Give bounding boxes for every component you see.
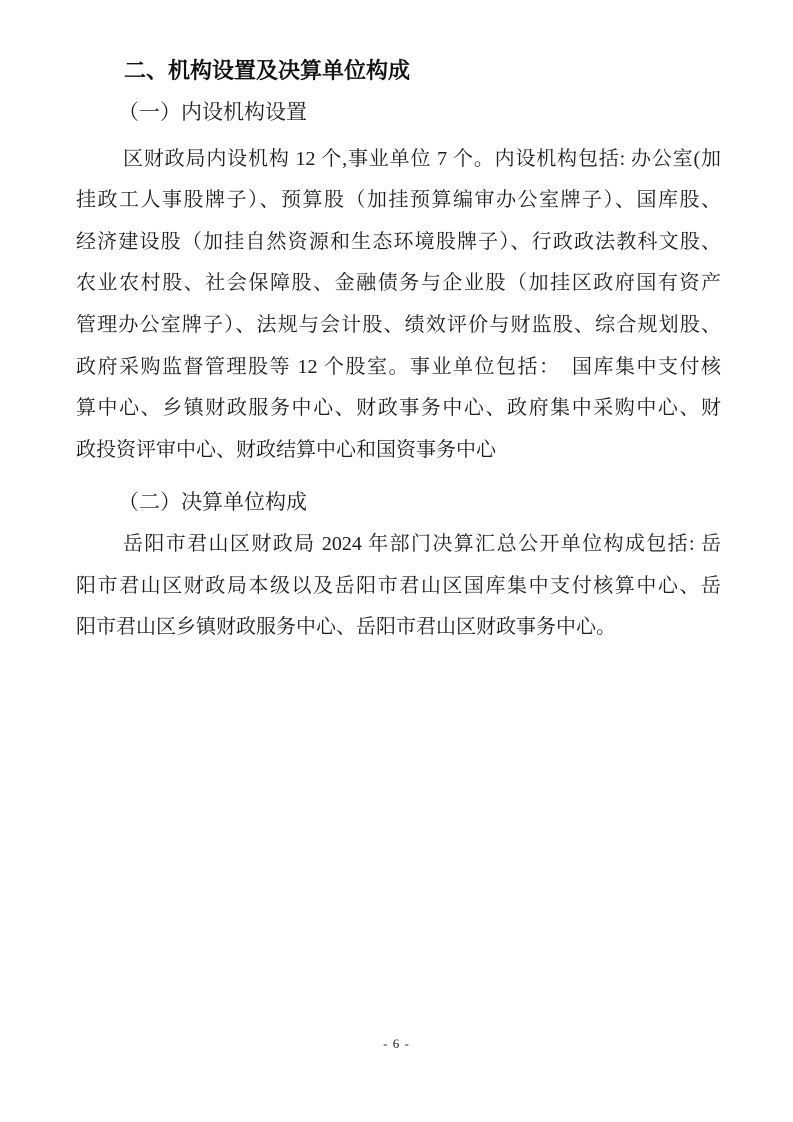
text-line: 区财政局内设机构 12 个,事业单位 7 个。内设机构包括: 办公室(加 — [123, 147, 721, 170]
text-line: 政府采购监督管理股等 12 个股室。事业单位包括： 国库集中支付核 — [76, 355, 721, 378]
text-line: 管理办公室牌子）、法规与会计股、绩效评价与财监股、综合规划股、 — [76, 313, 721, 336]
subsection-1-paragraph — [76, 139, 721, 472]
text-line: 挂政工人事股牌子）、预算股（加挂预算编审办公室牌子）、国库股、 — [76, 189, 721, 212]
text-line: 阳市君山区乡镇财政服务中心、岳阳市君山区财政事务中心。 — [76, 616, 616, 639]
text-line: 算中心、乡镇财政服务中心、财政事务中心、政府集中采购中心、财 — [76, 397, 721, 420]
text-line: 经济建设股（加挂自然资源和生态环境股牌子）、行政政法教科文股、 — [76, 230, 721, 253]
text-line: 农业农村股、社会保障股、金融债务与企业股（加挂区政府国有资产 — [76, 272, 721, 295]
section-heading: 二、机构设置及决算单位构成 — [124, 58, 411, 83]
text-line: 政投资评审中心、财政结算中心和国资事务中心 — [76, 438, 496, 461]
text-line: 岳阳市君山区财政局 2024 年部门决算汇总公开单位构成包括: 岳 — [123, 532, 721, 555]
subsection-1-heading: （一）内设机构设置 — [118, 100, 307, 124]
subsection-2-paragraph — [76, 524, 721, 649]
subsection-2-heading: （二）决算单位构成 — [118, 489, 307, 514]
text-line: 阳市君山区财政局本级以及岳阳市君山区国库集中支付核算中心、岳 — [76, 574, 721, 597]
page-number: - 6 - — [383, 1036, 410, 1051]
